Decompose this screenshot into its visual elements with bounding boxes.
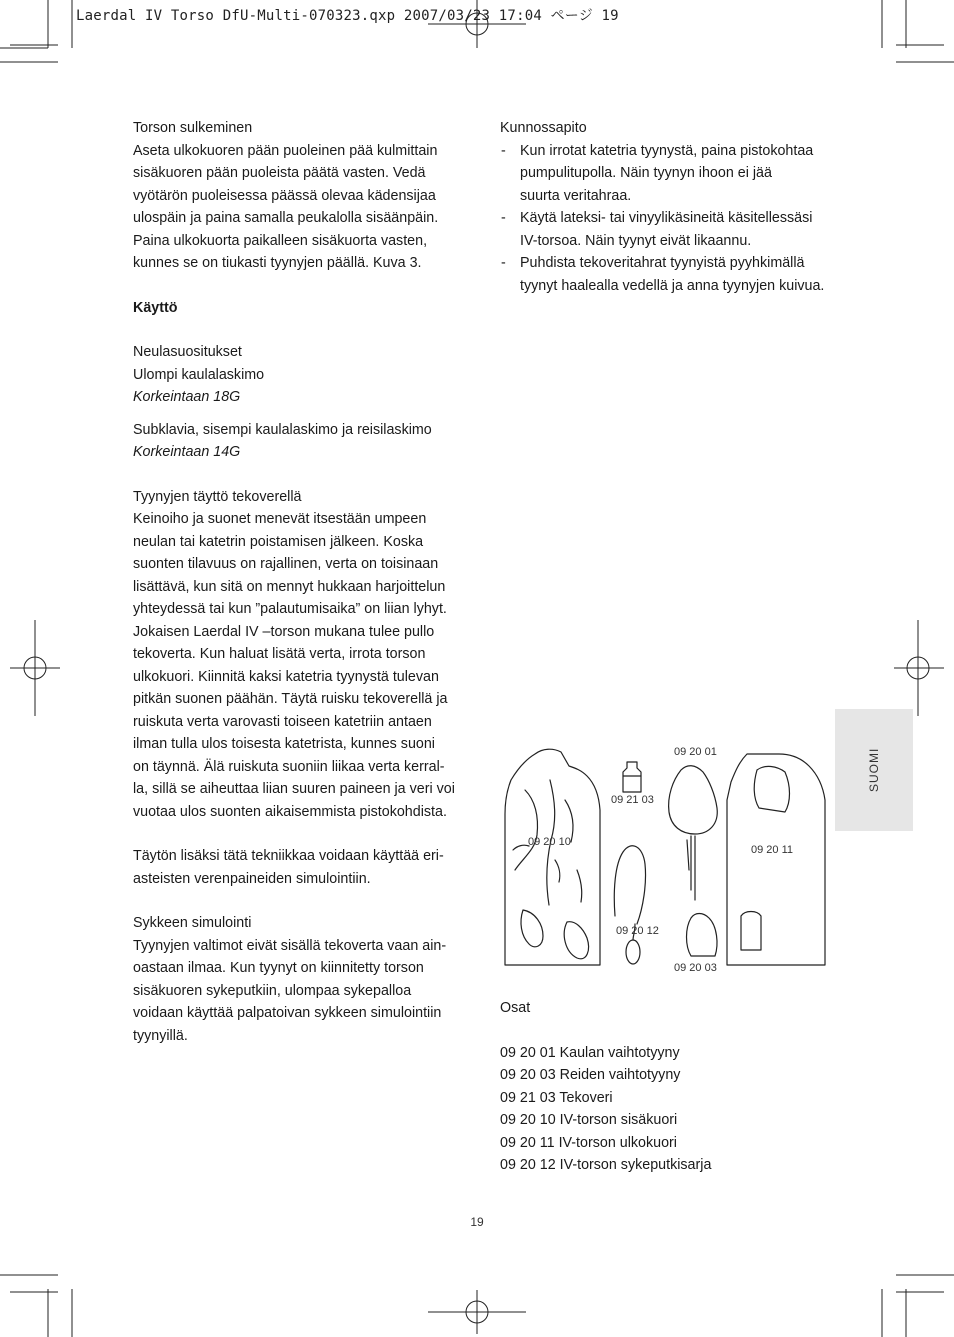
- text-line: voidaan käyttää palpatoivan sykkeen simulointiin: [133, 1005, 442, 1021]
- needle-site-2: Subklavia, sisempi kaulalaskimo ja reisilaskimo: [133, 421, 432, 438]
- needle-site-1: Ulompi kaulalaskimo: [133, 366, 265, 383]
- pulse-tubing-drawing: [614, 846, 645, 924]
- text-line: - Puhdista tekoveritahrat tyynyistä pyyhkimällä: [520, 255, 805, 271]
- text-line: pumpulitupolla. Näin tyynyn ihoon ei jää: [520, 165, 772, 181]
- text-line: ulkokuori. Kiinnitä kaksi katetria tyynystä tulevan: [133, 668, 439, 685]
- text-line: Paina ulkokuorta paikalleen sisäkuorta vasten,: [133, 232, 428, 249]
- figure-label-pulse-set: 09 20 12: [616, 925, 659, 937]
- parts-list-item: 09 21 03 Tekoveri: [500, 1089, 613, 1106]
- section-heading-parts: Osat: [500, 1000, 531, 1016]
- text-line: lisättävä, kun sitä on mennyt hukkaan harjoittelun: [133, 578, 446, 595]
- text-line: Täytön lisäksi tätä tekniikkaa voidaan käyttää eri-: [133, 848, 444, 864]
- inner-shell-drawing: [505, 749, 600, 965]
- left-column: [133, 117, 463, 1047]
- text-line: asteisten verenpaineiden simulointiin.: [133, 870, 371, 887]
- page-number: 19: [470, 1215, 484, 1229]
- section-heading-pulse: Sykkeen simulointi: [133, 915, 252, 931]
- parts-section: [500, 997, 830, 1177]
- text-line: ilman tulla ulos toisesta katetrista, kunnes suoni: [133, 736, 435, 752]
- language-tab-label: SUOMI: [867, 747, 881, 793]
- pulse-paragraph: [133, 935, 463, 1048]
- neck-pad-drawing: [669, 766, 718, 834]
- parts-list-item: 09 20 10 IV-torson sisäkuori: [500, 1112, 678, 1128]
- text-line: - Käytä lateksi- tai vinyylikäsineitä käsitellessäsi: [520, 210, 813, 226]
- text-line: ruiskuta verta varovasti toiseen katetriin antaen: [133, 713, 432, 730]
- text-line: yhteydessä tai kun ”palautumisaika” on liian lyhyt.: [133, 601, 447, 617]
- text-line: pitkän suonen päähän. Täytä ruisku tekoverellä ja: [133, 691, 448, 707]
- figure-label-outer-shell: 09 20 11: [751, 844, 794, 856]
- text-line: Tyynyjen valtimot eivät sisällä tekoverta vaan ain-: [133, 937, 447, 954]
- text-line: Aseta ulkokuoren pään puoleinen pää kulmittain: [133, 142, 438, 159]
- figure-label-inner-shell: 09 20 10: [528, 836, 571, 848]
- figure-label-blood-bottle: 09 21 03: [611, 794, 654, 806]
- needle-size-1: Korkeintaan 18G: [133, 389, 241, 405]
- text-line: on täynnä. Älä ruiskuta suoniin liikaa verta kerral-: [133, 758, 445, 775]
- text-line: suurta veritahraa.: [520, 187, 632, 204]
- text-line: suonten tilavuus on rajallinen, verta on toisinaan: [133, 556, 439, 572]
- section-heading-closing: Torson sulkeminen: [133, 120, 253, 136]
- text-line: tekoverta. Kun haluat lisätä verta, irrota torson: [133, 646, 426, 662]
- text-line: - Kun irrotat katetria tyynystä, paina pistokohtaa: [520, 142, 814, 159]
- parts-list-item: 09 20 11 IV-torson ulkokuori: [500, 1134, 677, 1151]
- blood-bottle-drawing: [623, 762, 641, 792]
- text-line: IV-torsoa. Näin tyynyt eivät likaannu.: [520, 232, 752, 249]
- filling-paragraph: [133, 508, 463, 823]
- parts-illustration: [495, 740, 835, 980]
- text-line: neulan tai katetrin poistamisen jälkeen. Koska: [133, 533, 424, 550]
- text-line: Jokaisen Laerdal IV –torson mukana tulee pullo: [133, 623, 435, 640]
- text-line: ulospäin ja paina samalla peukalolla sisäänpäin.: [133, 210, 439, 226]
- language-tab: [835, 709, 913, 831]
- text-line: tyynyt haalealla vedellä ja anna tyynyjen kuivua.: [520, 277, 825, 294]
- parts-list-item: 09 20 12 IV-torson sykeputkisarja: [500, 1157, 712, 1173]
- needle-size-2: Korkeintaan 14G: [133, 444, 241, 460]
- closing-paragraph: [133, 140, 463, 275]
- section-heading-maintenance: Kunnossapito: [500, 120, 587, 136]
- outer-shell-drawing: [727, 754, 825, 965]
- list-item: [500, 207, 830, 252]
- text-line: la, sillä se aiheuttaa liian suuren paineen ja veri voi: [133, 781, 455, 797]
- parts-list-item: 09 20 03 Reiden vaihtotyyny: [500, 1067, 681, 1083]
- text-line: vuotaa ulos suonten aikaisemmista pistokohdista.: [133, 803, 447, 820]
- file-slug: Laerdal IV Torso DfU-Multi-070323.qxp 2007/03/23 17:04 ページ 19: [76, 8, 619, 24]
- text-line: vyötärön puoleisessa päässä olevaa kädensijaa: [133, 187, 436, 204]
- figure-label-neck-pad: 09 20 01: [674, 746, 717, 758]
- text-line: oastaan ilmaa. Kun tyynyt on kiinnitetty torson: [133, 960, 424, 976]
- section-heading-filling: Tyynyjen täyttö tekoverellä: [133, 488, 302, 505]
- text-line: Keinoiho ja suonet menevät itsestään umpeen: [133, 511, 427, 527]
- filling-extra-paragraph: [133, 845, 463, 890]
- text-line: sisäkuoren pään puoleista päätä vasten. Vedä: [133, 165, 426, 181]
- section-heading-needles: Neulasuositukset: [133, 344, 242, 360]
- text-line: tyynyillä.: [133, 1027, 188, 1044]
- maintenance-list: [500, 140, 830, 298]
- text-line: sisäkuoren sykeputkiin, ulompaa sykepalloa: [133, 982, 412, 999]
- section-heading-usage: Käyttö: [133, 299, 178, 316]
- parts-list-item: 09 20 01 Kaulan vaihtotyyny: [500, 1044, 680, 1061]
- thigh-pad-drawing: [687, 914, 718, 957]
- maintenance-section: [500, 117, 830, 297]
- text-line: kunnes se on tiukasti tyynyjen päällä. Kuva 3.: [133, 255, 422, 271]
- list-item: [500, 140, 830, 208]
- figure-label-thigh-pad: 09 20 03: [674, 962, 717, 974]
- list-item: [500, 252, 830, 297]
